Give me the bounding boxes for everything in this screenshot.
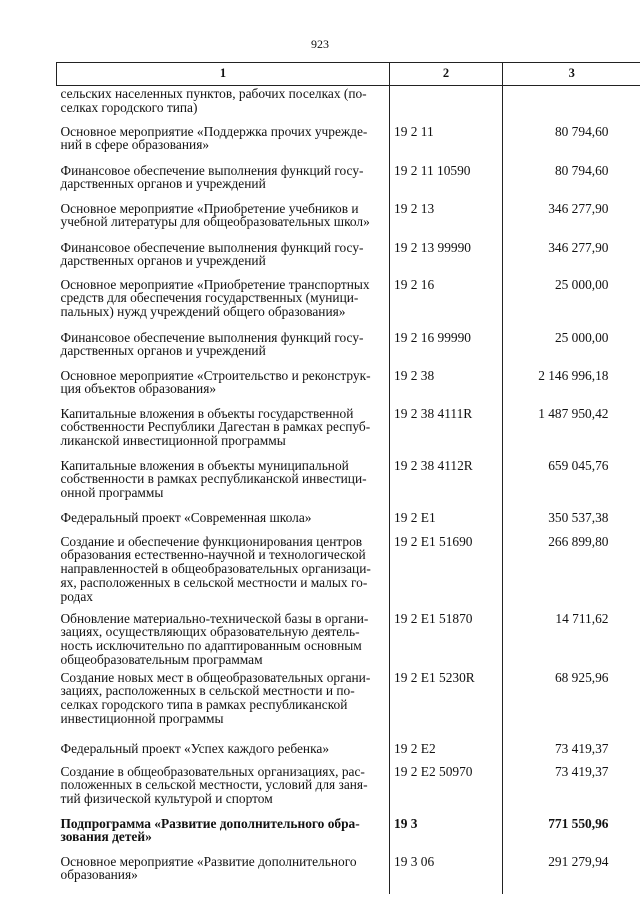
- row-code: 19 2 E1 5230R: [390, 670, 503, 741]
- row-code: 19 2 38: [390, 368, 503, 406]
- row-code: 19 2 E2: [390, 741, 503, 764]
- row-amount: 14 711,62: [503, 611, 640, 670]
- table-row: [57, 86, 640, 124]
- table-row: [57, 163, 640, 201]
- table-row: [57, 741, 640, 764]
- row-name: Финансовое обеспечение выполнения функций госу-дарственных органов и учреждений: [57, 163, 390, 201]
- row-amount: 659 045,76: [503, 458, 640, 510]
- row-name: Финансовое обеспечение выполнения функций госу-дарственных органов и учреждений: [57, 330, 390, 368]
- row-name: Создание новых мест в общеобразовательных органи-зациях, расположенных в сельской местности и по-селках городского типа в рамках республиканской инвестиционной программы: [57, 670, 390, 741]
- column-header-3: 3: [503, 63, 640, 86]
- row-code: 19 3 06: [390, 854, 503, 894]
- row-code: 19 2 16 99990: [390, 330, 503, 368]
- row-code: 19 2 E1: [390, 510, 503, 534]
- table-row: [57, 277, 640, 330]
- row-name: Основное мероприятие «Поддержка прочих учрежде-ний в сфере образования»: [57, 124, 390, 163]
- row-name: сельских населенных пунктов, рабочих поселках (по-селках городского типа): [57, 86, 390, 124]
- row-amount: 346 277,90: [503, 201, 640, 240]
- table-body: [57, 86, 640, 894]
- row-code: 19 2 E1 51870: [390, 611, 503, 670]
- table-row: [57, 854, 640, 894]
- row-amount: 291 279,94: [503, 854, 640, 894]
- row-amount: 80 794,60: [503, 163, 640, 201]
- row-amount: 346 277,90: [503, 240, 640, 277]
- row-code: 19 2 16: [390, 277, 503, 330]
- row-amount: 73 419,37: [503, 741, 640, 764]
- row-amount: 68 925,96: [503, 670, 640, 741]
- row-name: Создание в общеобразовательных организациях, рас-положенных в сельской местности, условий для заня-тий физической культурой и спортом: [57, 764, 390, 816]
- table-row: [57, 406, 640, 458]
- row-amount: 2 146 996,18: [503, 368, 640, 406]
- row-name: Федеральный проект «Успех каждого ребенка»: [57, 741, 390, 764]
- row-name: Федеральный проект «Современная школа»: [57, 510, 390, 534]
- table-header-row: [57, 63, 640, 86]
- table-row: [57, 201, 640, 240]
- row-name: Капитальные вложения в объекты государственной собственности Республики Дагестан в рамках респуб-ликанской инвестиционной программы: [57, 406, 390, 458]
- row-code: 19 3: [390, 816, 503, 854]
- row-amount: 80 794,60: [503, 124, 640, 163]
- budget-table: [56, 62, 640, 894]
- row-amount: [503, 86, 640, 124]
- row-name: Основное мероприятие «Приобретение транспортных средств для обеспечения государственных (муници-пальных) нужд учреждений общего образования»: [57, 277, 390, 330]
- table-row: [57, 240, 640, 277]
- table-row: [57, 816, 640, 854]
- column-header-2: 2: [390, 63, 503, 86]
- row-name: Основное мероприятие «Приобретение учебников и учебной литературы для общеобразовательных школ»: [57, 201, 390, 240]
- row-name: Основное мероприятие «Строительство и реконструк-ция объектов образования»: [57, 368, 390, 406]
- table-row: [57, 368, 640, 406]
- table-row: [57, 670, 640, 741]
- row-code: 19 2 13: [390, 201, 503, 240]
- row-amount: 771 550,96: [503, 816, 640, 854]
- row-name: Создание и обеспечение функционирования центров образования естественно-научной и технологической направленностей в общеобразовательных организаци-ях, расположенных в сельской местности и малых го-родах: [57, 534, 390, 611]
- table-row: [57, 458, 640, 510]
- row-code: 19 2 E1 51690: [390, 534, 503, 611]
- table-row: [57, 764, 640, 816]
- table-row: [57, 124, 640, 163]
- table-row: [57, 534, 640, 611]
- row-code: [390, 86, 503, 124]
- row-amount: 266 899,80: [503, 534, 640, 611]
- row-code: 19 2 13 99990: [390, 240, 503, 277]
- row-amount: 25 000,00: [503, 330, 640, 368]
- row-name: Основное мероприятие «Развитие дополнительного образования»: [57, 854, 390, 894]
- table-row: [57, 330, 640, 368]
- row-amount: 350 537,38: [503, 510, 640, 534]
- row-name: Капитальные вложения в объекты муниципальной собственности в рамках республиканской инвестици-онной программы: [57, 458, 390, 510]
- page-number: 923: [311, 37, 329, 51]
- row-amount: 1 487 950,42: [503, 406, 640, 458]
- row-amount: 73 419,37: [503, 764, 640, 816]
- table-row: [57, 611, 640, 670]
- row-code: 19 2 E2 50970: [390, 764, 503, 816]
- row-code: 19 2 11 10590: [390, 163, 503, 201]
- row-name: Подпрограмма «Развитие дополнительного обра-зования детей»: [57, 816, 390, 854]
- row-name: Обновление материально-технической базы в органи-зациях, осуществляющих образовательную деятель-ность исключительно по адаптированным основным общеобразовательным программам: [57, 611, 390, 670]
- row-code: 19 2 11: [390, 124, 503, 163]
- row-code: 19 2 38 4111R: [390, 406, 503, 458]
- row-code: 19 2 38 4112R: [390, 458, 503, 510]
- column-header-1: 1: [57, 63, 390, 86]
- row-name: Финансовое обеспечение выполнения функций госу-дарственных органов и учреждений: [57, 240, 390, 277]
- table-row: [57, 510, 640, 534]
- row-amount: 25 000,00: [503, 277, 640, 330]
